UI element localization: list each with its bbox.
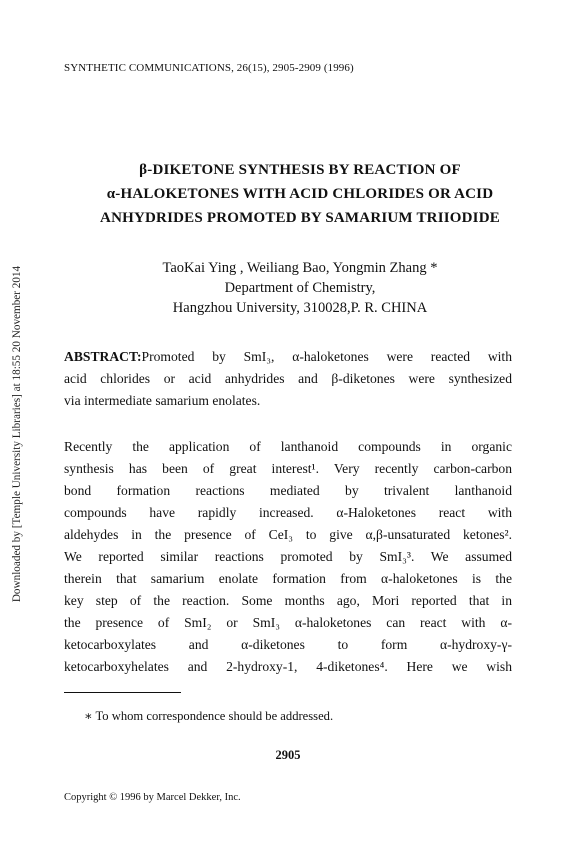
body-line: Recently the application of lanthanoid compounds in organic — [64, 439, 512, 454]
article-title — [40, 158, 560, 230]
abstract — [64, 346, 512, 412]
page-number: 2905 — [275, 748, 301, 762]
body-line: key step of the reaction. Some months ago, Mori reported that in — [64, 593, 512, 608]
body-line: the presence of SmI₂ or SmI₃ α-haloketones can react with α- — [64, 615, 512, 630]
abstract-text: Promoted by SmI₃, α-haloketones were reacted with — [141, 349, 512, 364]
abstract-label: ABSTRACT: — [64, 349, 142, 364]
abstract-line: via intermediate samarium enolates. — [64, 393, 261, 408]
title-line: β-DIKETONE SYNTHESIS BY REACTION OF — [139, 162, 461, 178]
author-department: Department of Chemistry, — [224, 280, 376, 296]
abstract-line: acid chlorides or acid anhydrides and β-diketones were synthesized — [64, 371, 512, 386]
body-line: bond formation reactions mediated by trivalent lanthanoid — [64, 483, 512, 498]
journal-citation: SYNTHETIC COMMUNICATIONS, 26(15), 2905-2909 (1996) — [64, 62, 354, 74]
download-notice: Downloaded by [Temple University Libraries] at 18:55 20 November 2014 — [11, 265, 23, 603]
body-line: synthesis has been of great interest¹. Very recently carbon-carbon — [64, 461, 512, 476]
author-institution: Hangzhou University, 310028,P. R. CHINA — [172, 300, 428, 316]
body-paragraph — [64, 436, 512, 678]
author-block — [60, 258, 540, 318]
body-line: therein that samarium enolate formation from α-haloketones is the — [64, 571, 512, 586]
title-line: ANHYDRIDES PROMOTED BY SAMARIUM TRIIODIDE — [100, 210, 500, 226]
footnote: ∗ To whom correspondence should be addressed. — [84, 709, 334, 723]
abstract-line — [64, 346, 512, 368]
body-line: aldehydes in the presence of CeI₃ to give α,β-unsaturated ketones². — [64, 527, 512, 542]
body-line: ketocarboxyhelates and 2-hydroxy-1, 4-diketones⁴. Here we wish — [64, 659, 512, 674]
author-names: TaoKai Ying , Weiliang Bao, Yongmin Zhang * — [162, 260, 438, 276]
title-line: α-HALOKETONES WITH ACID CHLORIDES OR ACID — [106, 186, 494, 202]
body-line: ketocarboxylates and α-diketones to form α-hydroxy-γ- — [64, 637, 512, 652]
body-line: We reported similar reactions promoted by SmI₃³. We assumed — [64, 549, 512, 564]
copyright-notice: Copyright © 1996 by Marcel Dekker, Inc. — [64, 792, 241, 803]
body-line: compounds have rapidly increased. α-Haloketones react with — [64, 505, 512, 520]
footnote-divider — [64, 692, 181, 693]
